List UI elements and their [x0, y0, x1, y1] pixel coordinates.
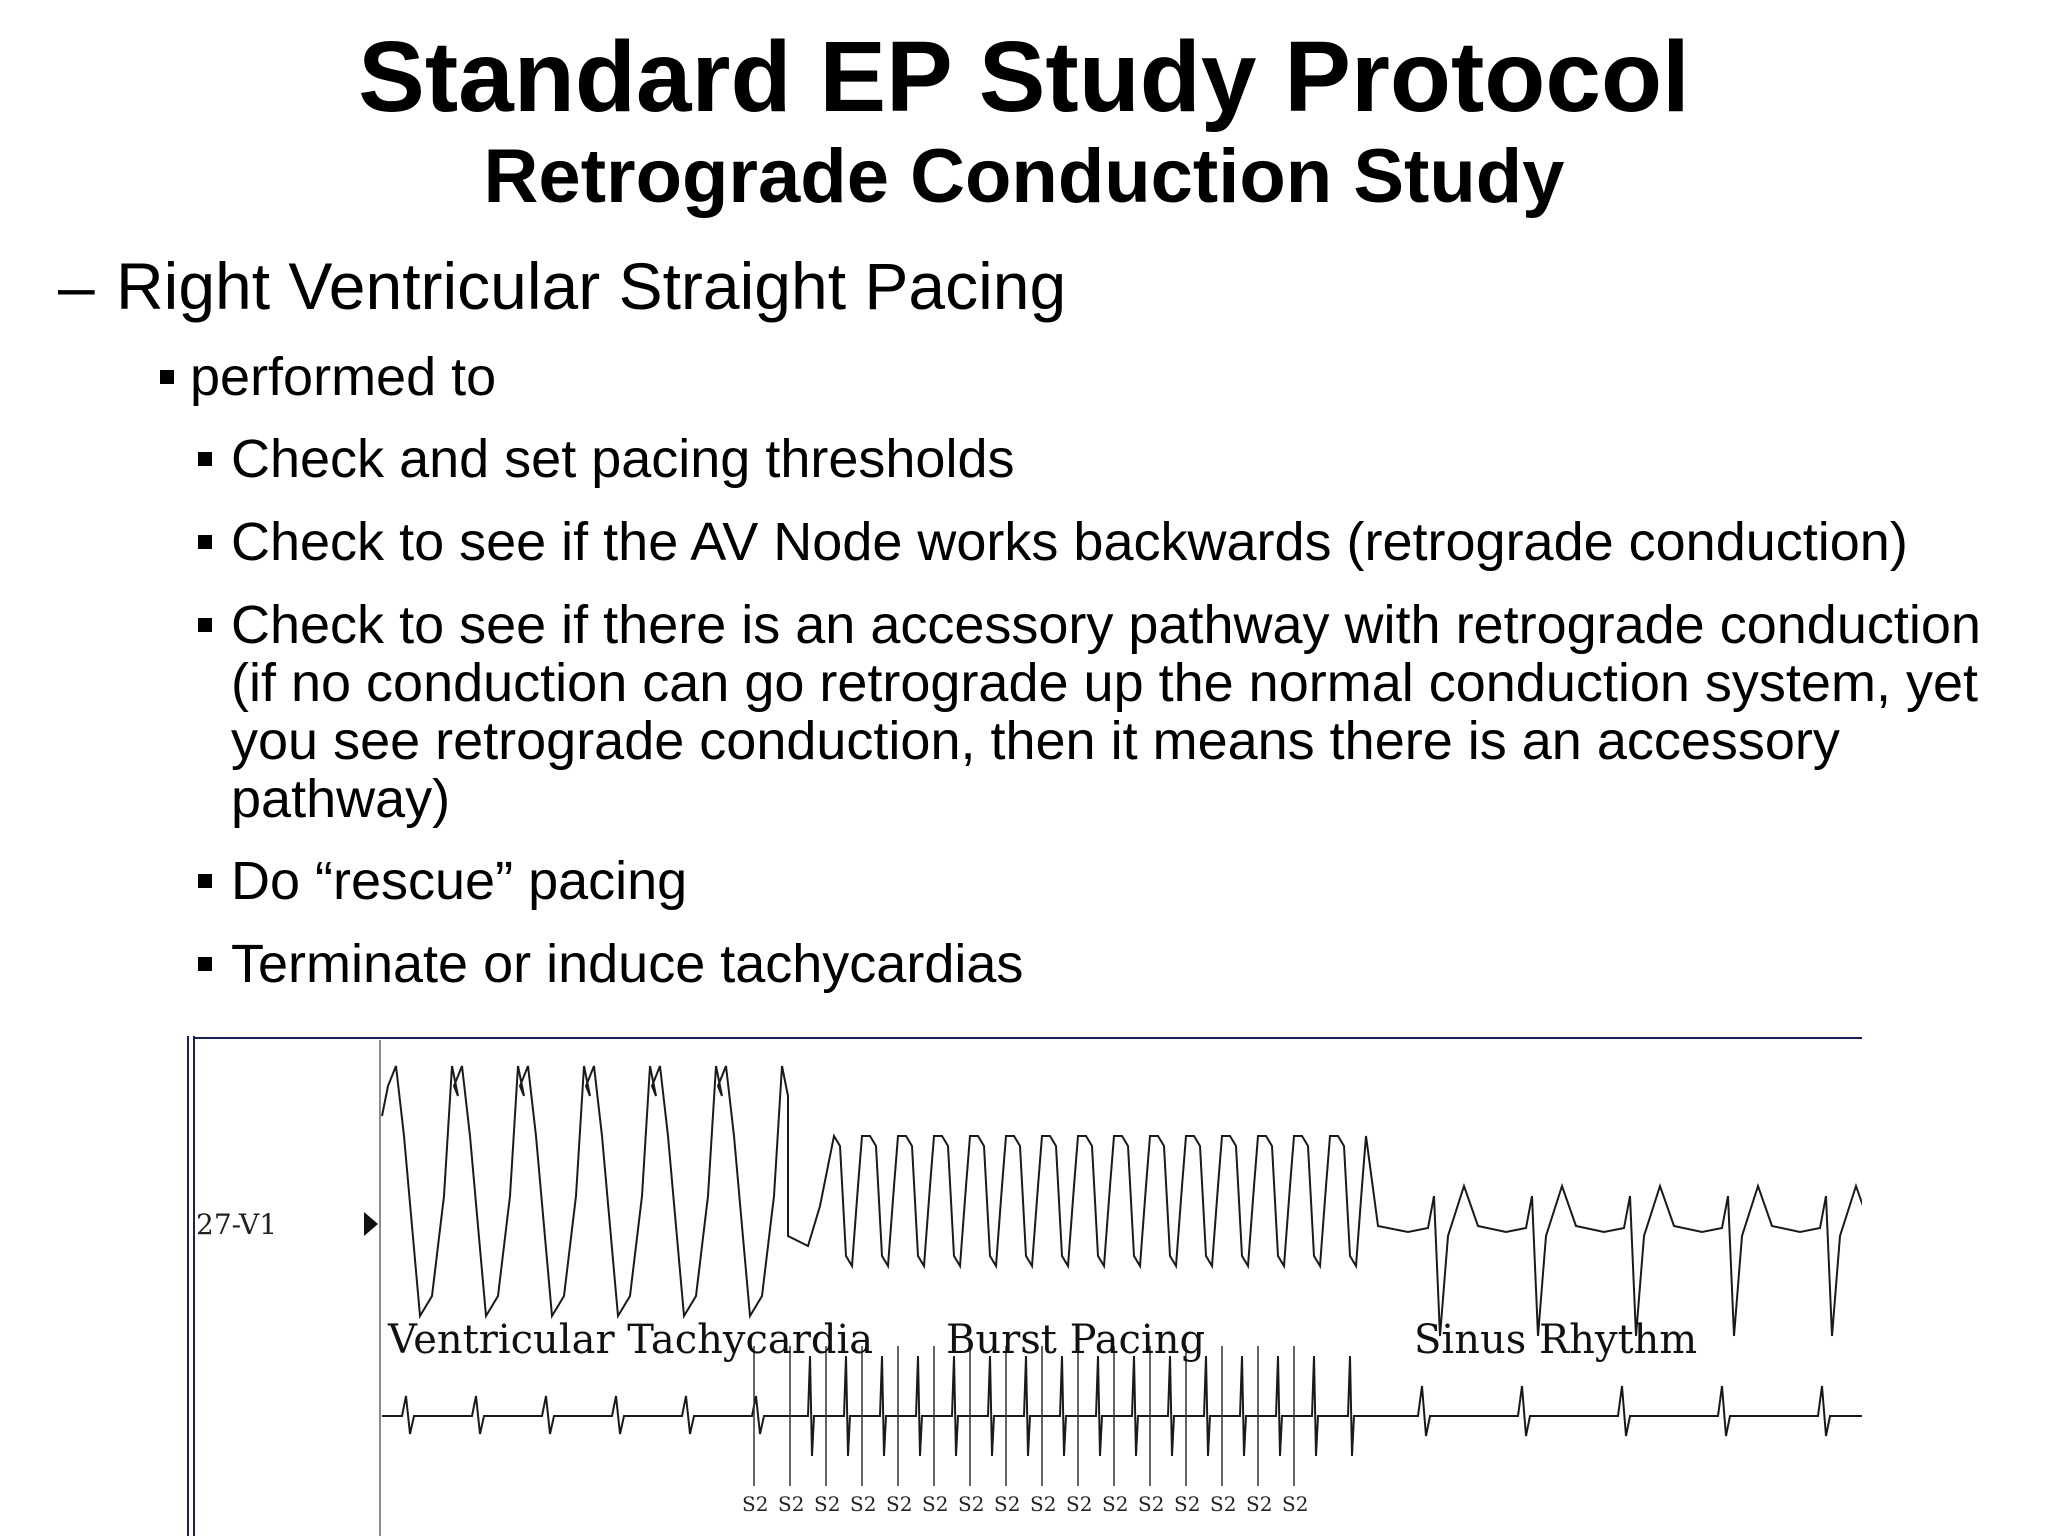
s2-label: S2: [1102, 1492, 1129, 1516]
s2-label: S2: [1282, 1492, 1309, 1516]
s2-label: S2: [850, 1492, 877, 1516]
bullet-item: [198, 935, 2038, 993]
bullet-level2: [160, 345, 496, 409]
slide-title: Standard EP Study Protocol: [358, 21, 1690, 133]
lead-marker-icon: [364, 1212, 378, 1236]
lead-label: 27-V1: [196, 1208, 278, 1241]
square-bullet-icon: [198, 618, 212, 632]
s2-label: S2: [1138, 1492, 1165, 1516]
dash-marker: –: [58, 249, 95, 323]
s2-label: S2: [742, 1492, 769, 1516]
bullet-level1-text: Right Ventricular Straight Pacing: [116, 249, 1067, 323]
square-bullet-icon: [198, 874, 212, 888]
s2-label: S2: [1066, 1492, 1093, 1516]
s2-label: S2: [1174, 1492, 1201, 1516]
square-bullet-icon: [198, 452, 212, 466]
bullet-level1: [58, 248, 1066, 324]
s2-label: S2: [778, 1492, 805, 1516]
rhythm-trace: [382, 1356, 1862, 1456]
s2-label: S2: [814, 1492, 841, 1516]
bullet-item: [198, 852, 2038, 910]
bullet-item-text: Check to see if there is an accessory pathway with retrograde conduction (if no conduction can go retrograde up the normal conduction system, yet you see retrograde conduction, then it means there is an accessory pathway): [231, 595, 1981, 829]
segment-label-vt: Ventricular Tachycardia: [388, 1317, 874, 1363]
bullet-item: [198, 430, 2038, 488]
s2-label: S2: [886, 1492, 913, 1516]
bullet-item: [198, 596, 2038, 828]
bullet-item-text: Check to see if the AV Node works backwards (retrograde conduction): [231, 512, 1908, 572]
s2-label: S2: [1246, 1492, 1273, 1516]
square-bullet-icon: [160, 370, 174, 384]
s2-label: S2: [994, 1492, 1021, 1516]
bullet-item: [198, 513, 2038, 571]
bullet-level2-text: performed to: [190, 347, 497, 407]
slide-subtitle: Retrograde Conduction Study: [483, 134, 1565, 219]
v1-trace: [382, 1066, 1862, 1336]
ecg-strip: [186, 1036, 1862, 1536]
s2-label: S2: [1030, 1492, 1057, 1516]
bullet-item-text: Terminate or induce tachycardias: [231, 934, 1024, 994]
segment-label-burst: Burst Pacing: [946, 1317, 1206, 1363]
s2-label: S2: [958, 1492, 985, 1516]
square-bullet-icon: [198, 957, 212, 971]
bullet-item-text: Do “rescue” pacing: [231, 851, 688, 911]
s2-label: S2: [1210, 1492, 1237, 1516]
segment-label-sinus: Sinus Rhythm: [1414, 1317, 1698, 1363]
s2-label: S2: [922, 1492, 949, 1516]
square-bullet-icon: [198, 535, 212, 549]
bullet-item-text: Check and set pacing thresholds: [231, 429, 1015, 489]
ecg-tracing: [186, 1036, 1862, 1536]
